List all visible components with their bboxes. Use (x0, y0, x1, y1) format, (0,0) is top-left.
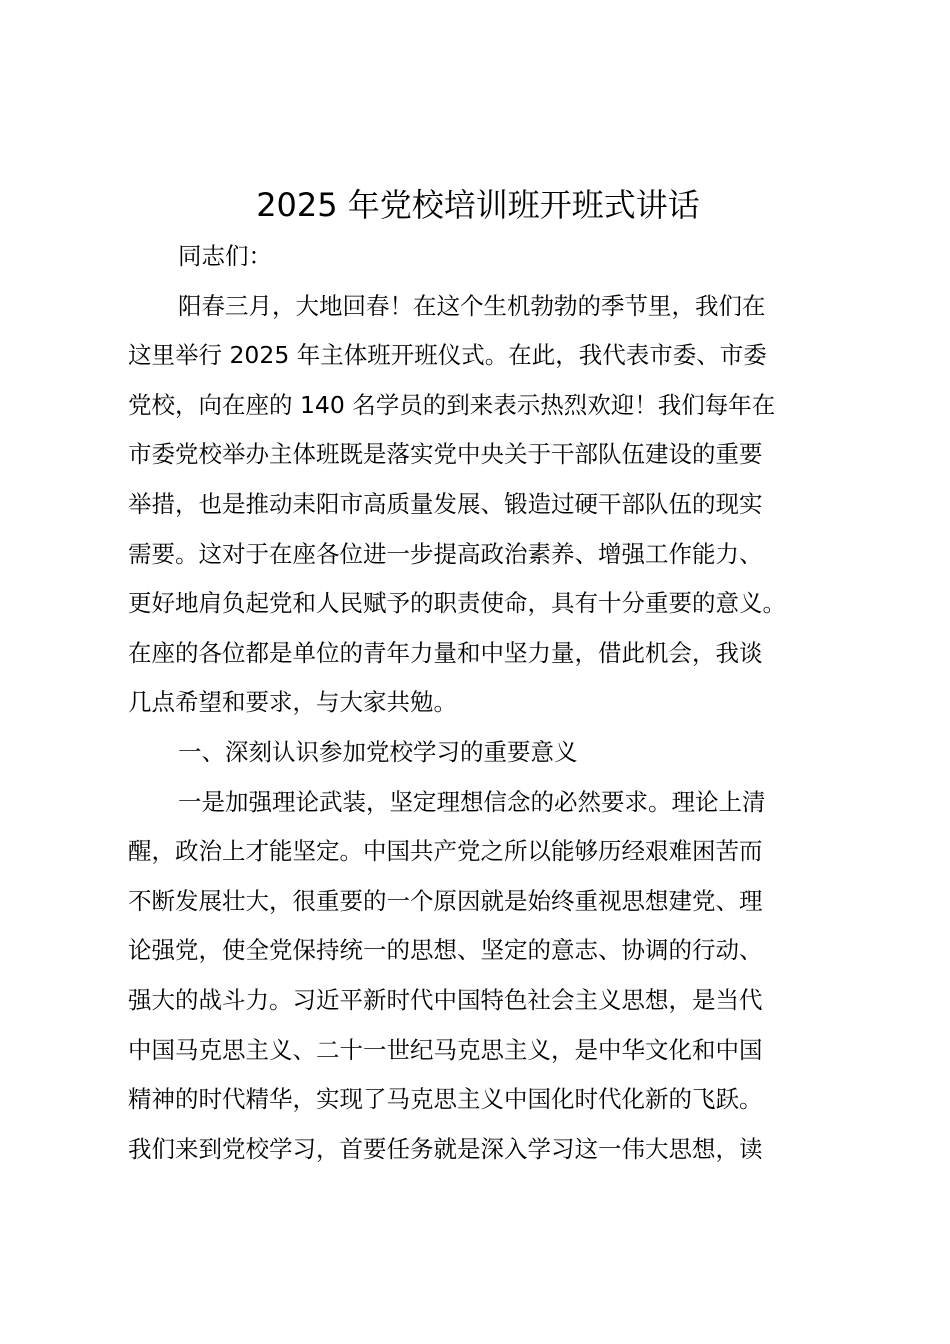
text-line: 这里举行 2025 年主体班开班仪式。在此，我代表市委、市委 (128, 341, 767, 370)
text-line: 党校，向在座的 140 名学员的到来表示热烈欢迎！我们每年在 (128, 390, 776, 419)
text-line: 精神的时代精华，实现了马克思主义中国化时代化新的飞跃。 (128, 1085, 763, 1114)
text-line: 醒，政治上才能坚定。中国共产党之所以能够历经艰难困苦而 (128, 837, 763, 866)
text-line: 更好地肩负起党和人民赋予的职责使命，具有十分重要的意义。 (128, 589, 786, 618)
document-body (128, 232, 840, 1174)
text-line: 市委党校举办主体班既是落实党中央关于干部队伍建设的重要 (128, 440, 763, 469)
text-line: 阳春三月，大地回春！在这个生机勃勃的季节里，我们在 (178, 291, 766, 320)
text-line: 论强党，使全党保持统一的思想、坚定的意志、协调的行动、 (128, 936, 763, 965)
text-line: 几点希望和要求，与大家共勉。 (128, 688, 457, 717)
document-title: 2025 年党校培训班开班式讲话 (256, 186, 700, 224)
text-line: 在座的各位都是单位的青年力量和中坚力量，借此机会，我谈 (128, 638, 763, 667)
text-line: 一是加强理论武装，坚定理想信念的必然要求。理论上清 (178, 787, 766, 816)
text-line: 需要。这对于在座各位进一步提高政治素养、增强工作能力、 (128, 539, 763, 568)
text-line: 同志们： (178, 242, 272, 270)
text-line: 我们来到党校学习，首要任务就是深入学习这一伟大思想，读 (128, 1134, 763, 1163)
text-line: 一、深刻认识参加党校学习的重要意义 (178, 737, 578, 766)
text-line: 强大的战斗力。习近平新时代中国特色社会主义思想，是当代 (128, 985, 763, 1014)
text-line: 中国马克思主义、二十一世纪马克思主义，是中华文化和中国 (128, 1035, 763, 1064)
text-line: 举措，也是推动耒阳市高质量发展、锻造过硬干部队伍的现实 (128, 489, 763, 518)
text-line: 不断发展壮大，很重要的一个原因就是始终重视思想建党、理 (128, 886, 763, 915)
